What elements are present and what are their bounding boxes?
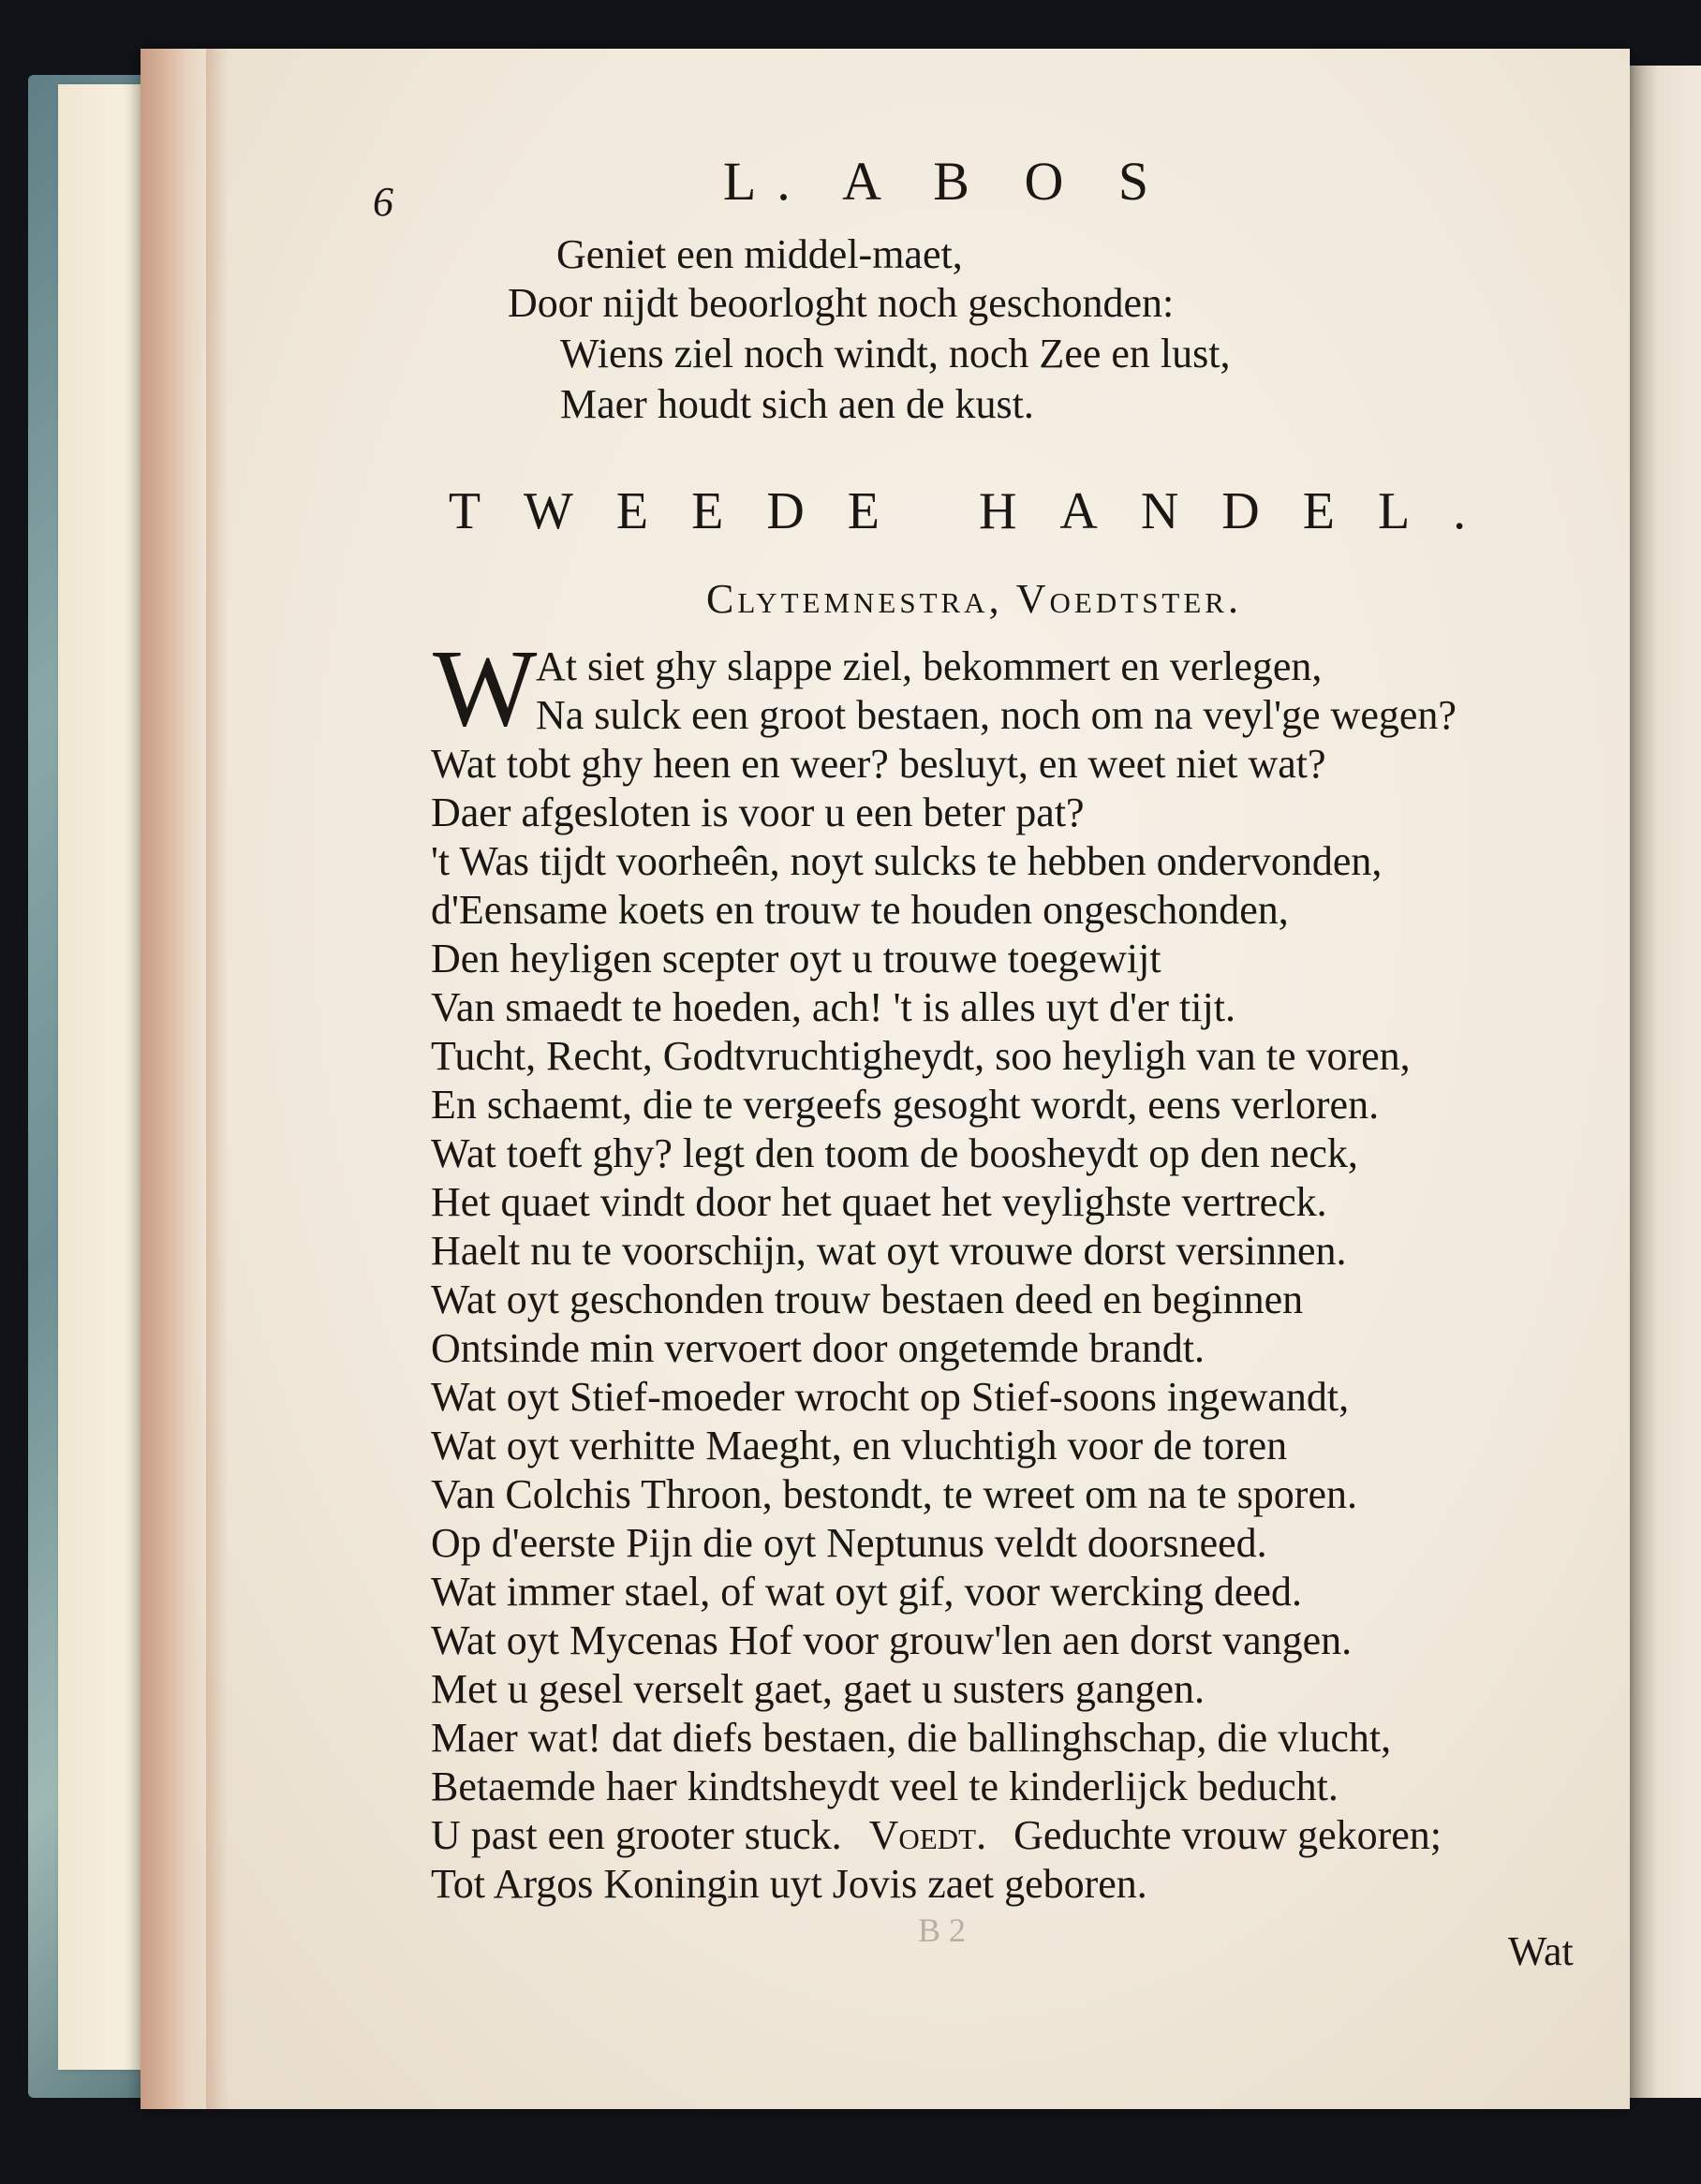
verse-line-3: Wat tobt ghy heen en weer? besluyt, en weet niet wat? xyxy=(431,741,1326,787)
verse-line-12: Het quaet vindt door het quaet het veylighste vertreck. xyxy=(431,1179,1327,1225)
verse-line-9: Tucht, Recht, Godtvruchtigheydt, soo heyligh van te voren, xyxy=(431,1033,1411,1079)
verse-line-25-end: Geduchte vrouw gekoren; xyxy=(1013,1812,1442,1858)
running-head xyxy=(525,150,1368,213)
verse-line-15: Ontsinde min vervoert door ongetemde brandt. xyxy=(431,1325,1205,1371)
verse-line-10: En schaemt, die te vergeefs gesoght wordt, eens verloren. xyxy=(431,1082,1380,1128)
verse-line-26: Tot Argos Koningin uyt Jovis zaet geboren. xyxy=(431,1861,1147,1907)
verse-line-22: Met u gesel verselt gaet, gaet u susters gangen. xyxy=(431,1666,1205,1712)
opening-line-2: Door nijdt beoorloght noch geschonden: xyxy=(508,280,1175,326)
verse-line-8: Van smaedt te hoeden, ach! 't is alles uyt d'er tijt. xyxy=(431,984,1235,1030)
verse-line-11: Wat toeft ghy? legt den toom de boosheydt op den neck, xyxy=(431,1130,1358,1176)
verse-line-19: Op d'eerste Pijn die oyt Neptunus veldt doorsneed. xyxy=(431,1520,1267,1566)
character-names: Clytemnestra, Voedtster. xyxy=(706,576,1242,622)
verse-line-21: Wat oyt Mycenas Hof voor grouw'len aen dorst vangen. xyxy=(431,1617,1353,1663)
page-number: 6 xyxy=(373,179,393,225)
speaker-tag: Voedt. xyxy=(868,1812,987,1858)
verse-line-24: Betaemde haer kindtsheydt veel te kinderlijck beducht. xyxy=(431,1763,1339,1809)
verse-line-23: Maer wat! dat diefs bestaen, die ballinghschap, die vlucht, xyxy=(431,1715,1392,1761)
verse-line-20: Wat immer stael, of wat oyt gif, voor wercking deed. xyxy=(431,1569,1302,1615)
verse-line-6: d'Eensame koets en trouw te houden ongeschonden, xyxy=(431,887,1289,933)
verse-line-7: Den heyligen scepter oyt u trouwe toegewijt xyxy=(431,936,1161,981)
verse-line-13: Haelt nu te voorschijn, wat oyt vrouwe dorst versinnen. xyxy=(431,1228,1347,1274)
verse-line-2: Na sulck een groot bestaen, noch om na veyl'ge wegen? xyxy=(536,692,1457,738)
opening-line-1: Geniet een middel-maet, xyxy=(556,231,963,277)
section-title: TWEEDE HANDEL. xyxy=(448,482,1510,540)
verse-line-14: Wat oyt geschonden trouw bestaen deed en beginnen xyxy=(431,1276,1304,1322)
catchword: Wat xyxy=(1508,1928,1574,1974)
verse-line-18: Van Colchis Throon, bestondt, te wreet om na te sporen. xyxy=(431,1471,1357,1517)
verse-line-5: 't Was tijdt voorheên, noyt sulcks te hebben ondervonden, xyxy=(431,838,1383,884)
verse-line-1: At siet ghy slappe ziel, bekommert en verlegen, xyxy=(536,643,1323,689)
signature-mark: B 2 xyxy=(918,1911,967,1949)
verse-line-25 xyxy=(431,1812,1442,1858)
opening-line-3: Wiens ziel noch windt, noch Zee en lust, xyxy=(560,331,1231,376)
verse-line-17: Wat oyt verhitte Maeght, en vluchtigh voor de toren xyxy=(431,1423,1288,1468)
drop-cap: W xyxy=(433,627,538,749)
verse-line-25-start: U past een grooter stuck. xyxy=(431,1812,842,1858)
running-head-visible: L. A B O S xyxy=(722,151,1170,212)
opening-line-4: Maer houdt sich aen de kust. xyxy=(560,381,1034,427)
verse-line-16: Wat oyt Stief-moeder wrocht op Stief-soons ingewandt, xyxy=(431,1374,1350,1420)
verse-line-4: Daer afgesloten is voor u een beter pat? xyxy=(431,789,1085,835)
